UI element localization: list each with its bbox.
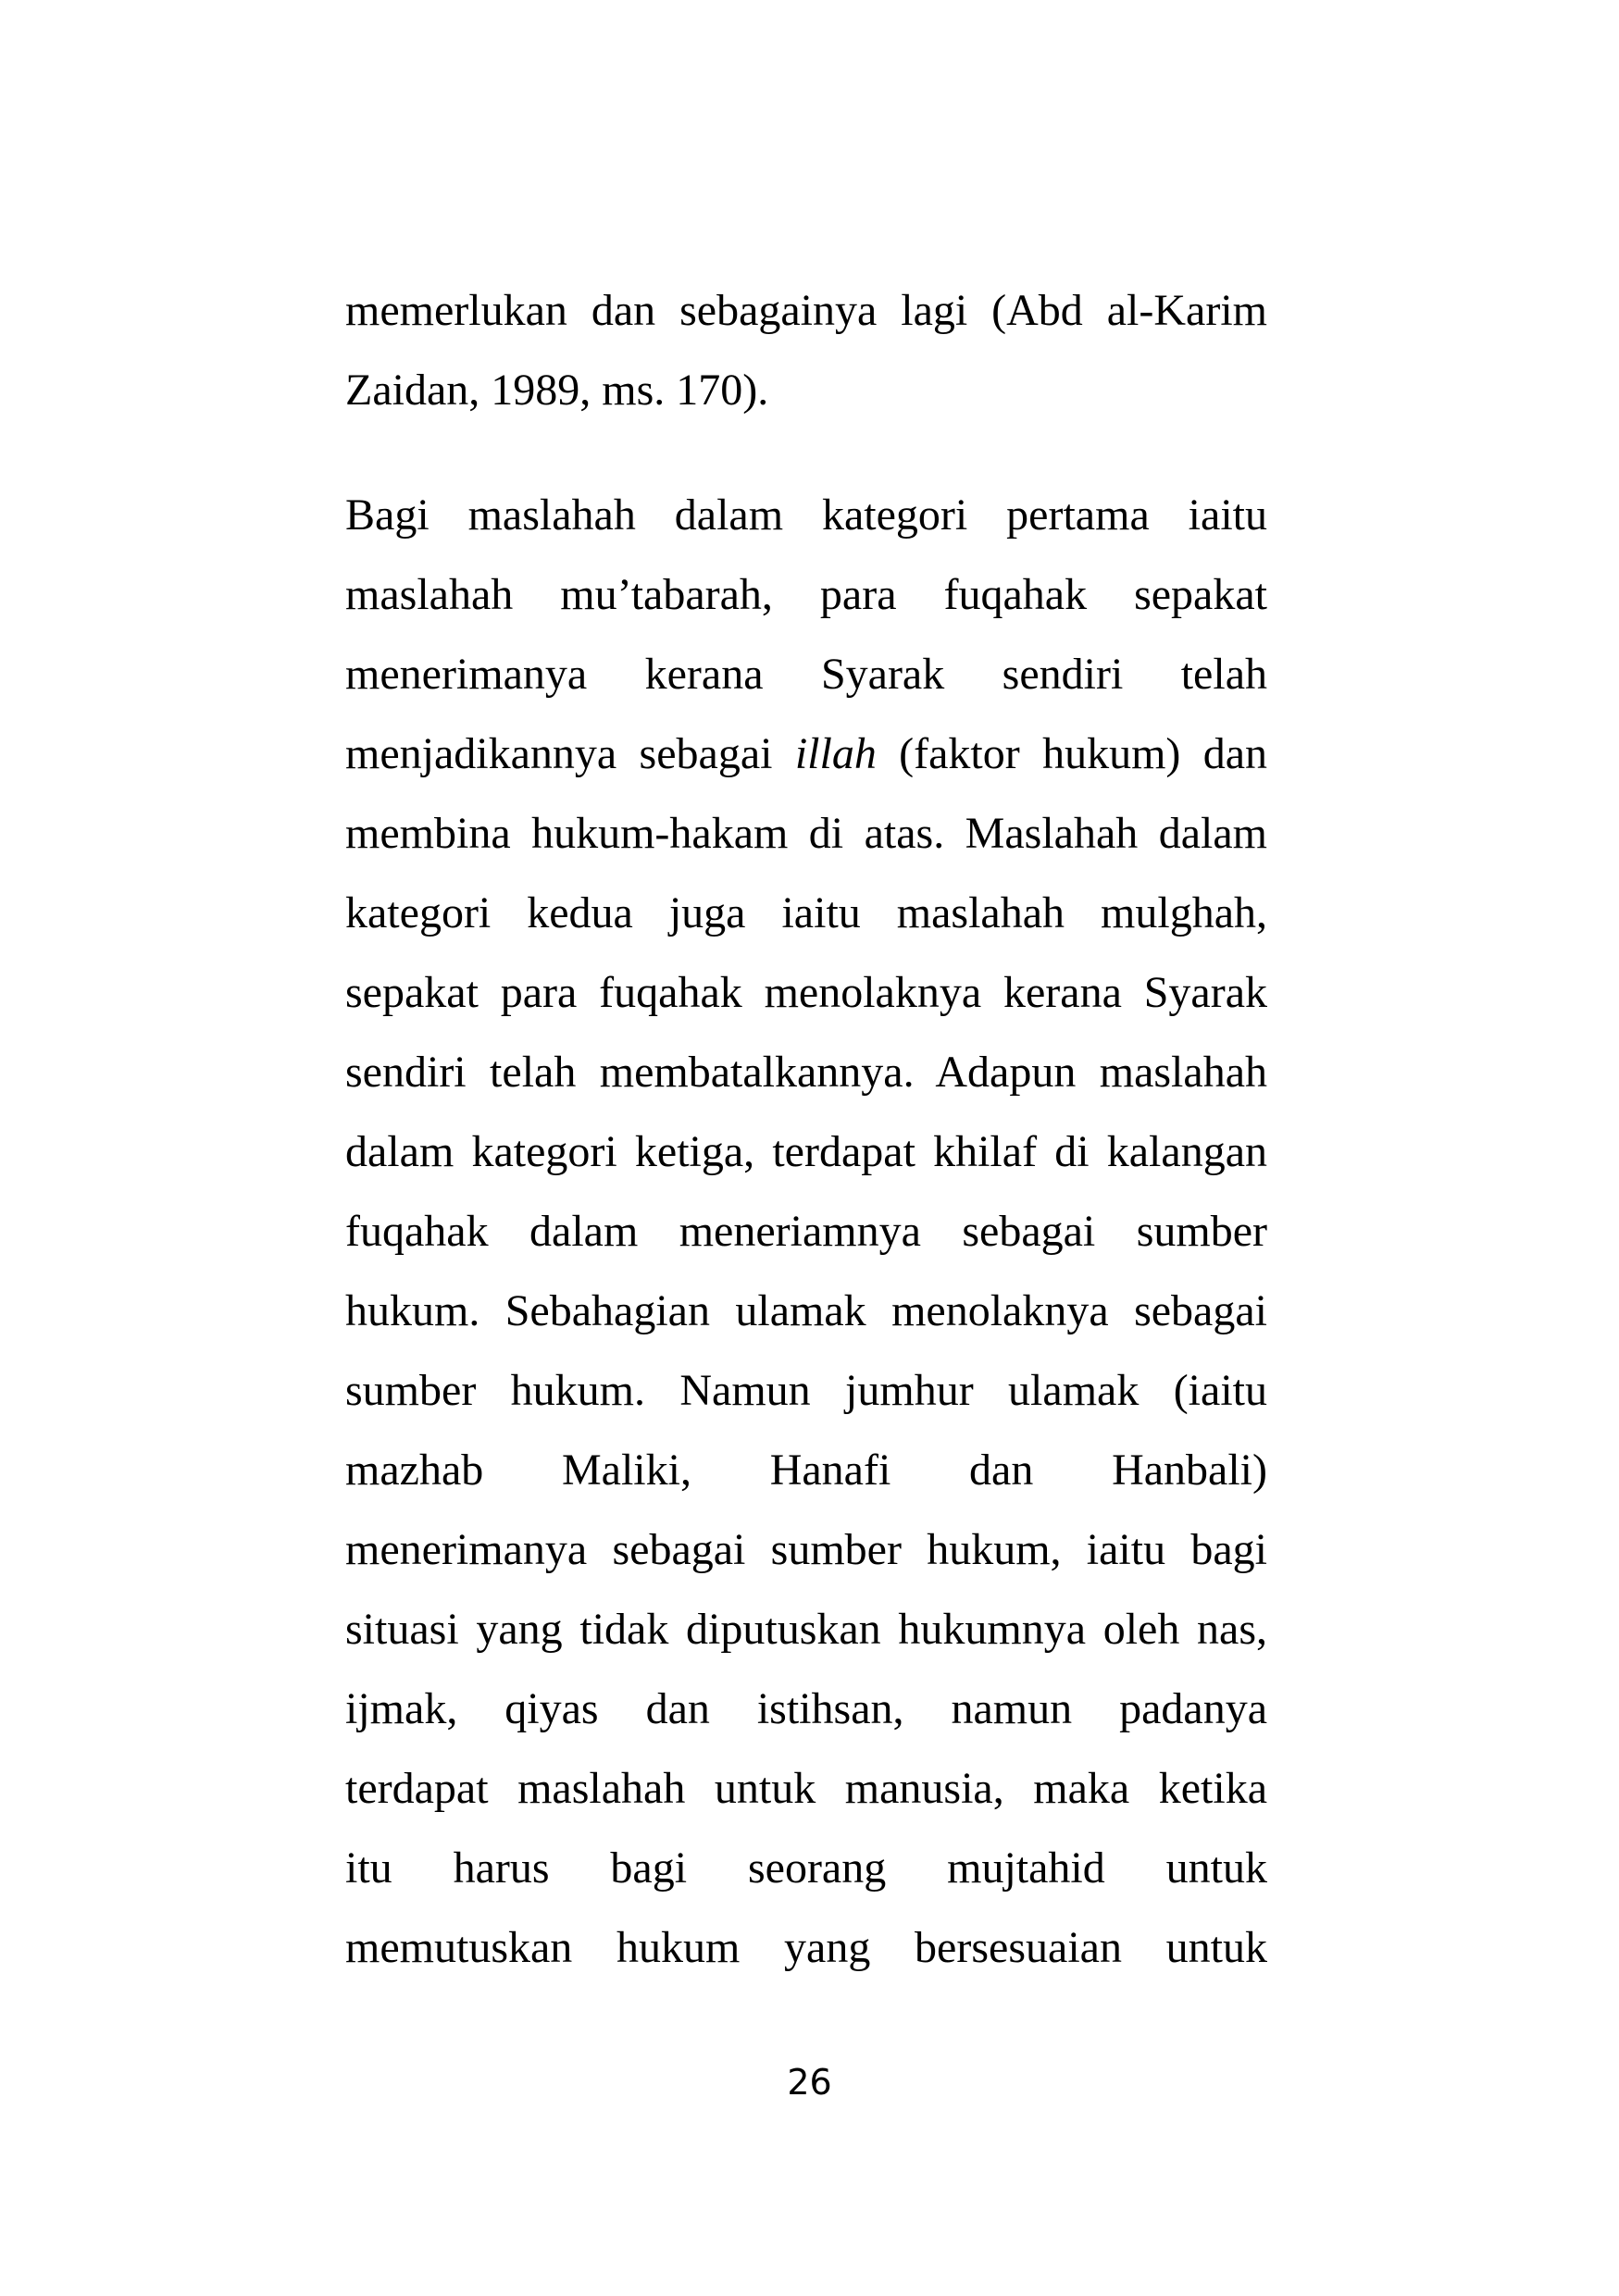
paragraph-2-line-6: kategori kedua juga iaitu maslahah mulghah, bbox=[345, 888, 1267, 937]
paragraph-2-line-16: ijmak, qiyas dan istihsan, namun padanya bbox=[345, 1684, 1267, 1733]
paragraph-2-line-2: maslahah mu’tabarah, para fuqahak sepakat bbox=[345, 570, 1267, 619]
paragraph-2-line-14: menerimanya sebagai sumber hukum, iaitu bagi bbox=[345, 1525, 1267, 1574]
paragraph-1-line-2: Zaidan, 1989, ms. 170). bbox=[345, 366, 769, 415]
paragraph-2-line-10: fuqahak dalam meneriamnya sebagai sumber bbox=[345, 1207, 1267, 1256]
paragraph-2-line-17: terdapat maslahah untuk manusia, maka ketika bbox=[345, 1764, 1267, 1813]
paragraph-2-line-9: dalam kategori ketiga, terdapat khilaf di kalangan bbox=[345, 1127, 1267, 1176]
paragraph-1-line-1: memerlukan dan sebagainya lagi (Abd al-Karim bbox=[345, 286, 1267, 335]
paragraph-2-line-4 bbox=[345, 714, 1267, 794]
paragraph-2-line-12: sumber hukum. Namun jumhur ulamak (iaitu bbox=[345, 1366, 1267, 1415]
paragraph-2-line-7: sepakat para fuqahak menolaknya kerana Syarak bbox=[345, 968, 1267, 1017]
paragraph-2-line-11: hukum. Sebahagian ulamak menolaknya sebagai bbox=[345, 1286, 1267, 1335]
paragraph-2-line-4-after: (faktor hukum) dan bbox=[876, 729, 1268, 778]
paragraph-2-line-4-before: menjadikannya sebagai bbox=[345, 729, 795, 778]
paragraph-2-line-5: membina hukum-hakam di atas. Maslahah dalam bbox=[345, 809, 1267, 858]
paragraph-2-line-3: menerimanya kerana Syarak sendiri telah bbox=[345, 650, 1267, 699]
paragraph-2-line-1: Bagi maslahah dalam kategori pertama iaitu bbox=[345, 490, 1267, 540]
paragraph-2-line-19: memutuskan hukum yang bersesuaian untuk bbox=[345, 1923, 1267, 1972]
italic-term-illah: illah bbox=[794, 729, 877, 778]
paragraph-2-line-18: itu harus bagi seorang mujtahid untuk bbox=[345, 1843, 1267, 1893]
paragraph-2-line-8: sendiri telah membatalkannya. Adapun maslahah bbox=[345, 1048, 1267, 1097]
paragraph-2-line-15: situasi yang tidak diputuskan hukumnya oleh nas, bbox=[345, 1605, 1267, 1654]
paragraph-2-line-13: mazhab Maliki, Hanafi dan Hanbali) bbox=[345, 1446, 1267, 1495]
page-number: 26 bbox=[787, 2062, 832, 2103]
